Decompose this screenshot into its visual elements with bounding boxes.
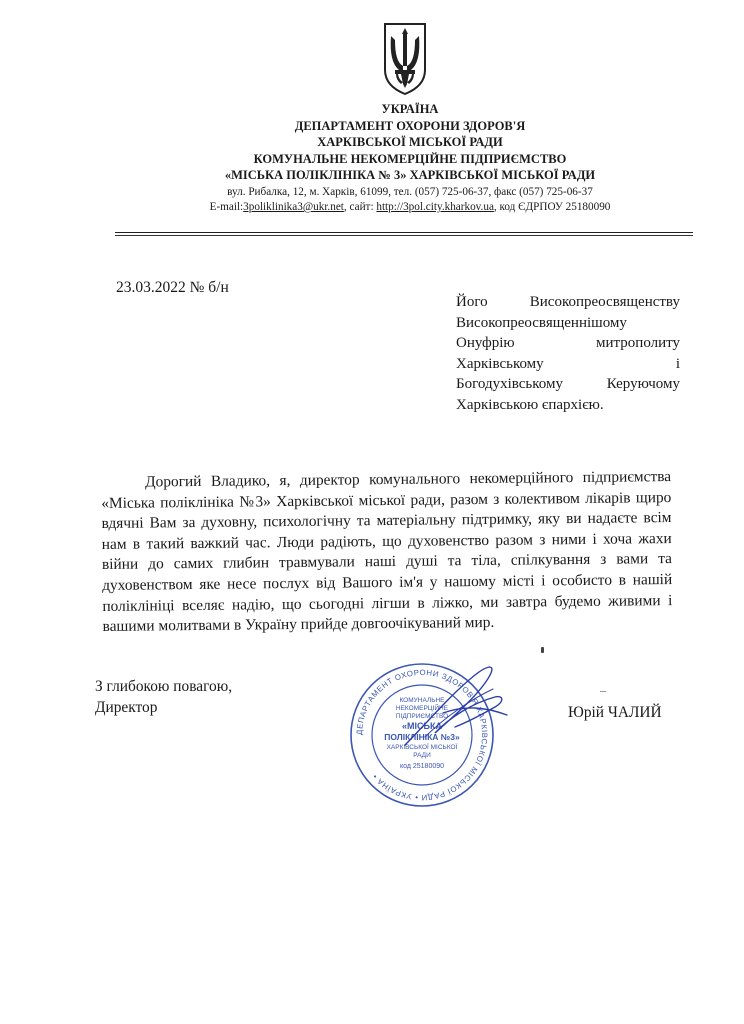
stamp-line: ПОЛІКЛІНІКА №3»	[384, 732, 460, 742]
addressee-word: Його	[456, 294, 488, 310]
addressee-word: Богодухівському	[456, 376, 563, 392]
email-label: E-mail:	[209, 201, 244, 213]
letterhead-divider-thin	[115, 235, 693, 236]
date-reference: 23.03.2022 № б/н	[116, 279, 229, 296]
addressee-line	[456, 313, 680, 334]
stamp-line: ПІДПРИЄМСТВО	[395, 713, 449, 720]
addressee-word: митрополиту	[596, 335, 680, 351]
addressee-word: Керуючому	[606, 376, 680, 392]
email-site-line	[140, 200, 680, 215]
addressee-word: Харківському	[456, 355, 544, 372]
letter-body: Дорогий Владико, я, директор комунального некомерційного підприємства «Міська поліклініка №3» Харківської міської ради, разом з колективом лікарів щиро вдячні Вам за духовну, психологічну та матеріальну підтримку, яку ви надаєте всім нам в такий важкий час. Люди радіють, що духовенство разом з ними і хоча жахи війни до самих глибин травмували наші душі та тіла, спілкування з вами та духовенством яке несе послух від Вашого ім'я у нашому місті і особисто в нашій поліклініці вселяє надію, що сьогодні лігши в ліжко, ми завтра будемо живими і вашими молитвами в Україну прийде довгоочікуваний мир.	[101, 468, 673, 636]
signature-dash: –	[600, 683, 606, 697]
letterhead-contacts	[140, 185, 680, 215]
closing-block	[95, 677, 232, 718]
stamp-line: код 25180090	[399, 763, 445, 770]
stamp-line: РАДИ	[413, 752, 431, 759]
addressee-word: Онуфрію	[456, 335, 515, 351]
addressee-word: Високопреосвященству	[529, 294, 680, 310]
handwritten-signature-icon	[395, 655, 515, 755]
addressee-word: Високопреосвященнішому	[456, 314, 627, 331]
addressee-word: і	[675, 355, 680, 372]
addressee-line	[456, 292, 680, 313]
signer-name: Юрій ЧАЛИЙ	[568, 704, 662, 721]
scan-mark	[541, 647, 544, 653]
addressee-word: Харківською єпархією.	[456, 396, 604, 413]
stamp-ring-textpath: ДЕПАРТАМЕНТ ОХОРОНИ ЗДОРОВ'Я ХАРКІВСЬКОЇ МІСЬКОЇ РАДИ • УКРАЇНА •	[354, 667, 490, 803]
letterhead-line-country: УКРАЇНА	[381, 102, 439, 116]
stamp-line: НЕКОМЕРЦІЙНЕ	[395, 705, 449, 712]
letterhead-line-enterprise-type: КОМУНАЛЬНЕ НЕКОМЕРЦІЙНЕ ПІДПРИЄМСТВО	[253, 151, 567, 166]
letterhead-line-department: ДЕПАРТАМЕНТ ОХОРОНИ ЗДОРОВ'Я	[294, 118, 526, 133]
site-link[interactable]: http://3pol.city.kharkov.ua	[376, 201, 494, 213]
addressee-line	[456, 354, 680, 375]
edrpou-code: , код ЄДРПОУ 25180090	[493, 201, 611, 213]
addressee-line	[456, 374, 680, 395]
site-label: , сайт:	[343, 201, 377, 213]
letterhead-line-enterprise-name: «МІСЬКА ПОЛІКЛІНІКА № 3» ХАРКІВСЬКОЇ МІСЬКОЇ РАДИ	[224, 168, 596, 183]
letterhead-divider	[115, 232, 693, 233]
addressee-block	[456, 292, 680, 415]
closing-regards: З глибокою повагою,	[95, 678, 233, 695]
address-line: вул. Рибалка, 12, м. Харків, 61099, тел. (057) 725-06-37, факс (057) 725-06-37	[227, 186, 593, 198]
closing-position: Директор	[95, 698, 158, 716]
stamp-line: ХАРКІВСЬКОЇ МІСЬКОЇ	[386, 744, 458, 751]
stamp-line: КОМУНАЛЬНЕ	[399, 697, 445, 704]
stamp-line: «МІСЬКА	[402, 721, 442, 731]
addressee-line	[456, 395, 680, 416]
trident-coat-of-arms-icon	[381, 22, 429, 96]
email-link[interactable]: 3poliklinika3@ukr.net	[243, 201, 344, 213]
letterhead-line-council: ХАРКІВСЬКОЇ МІСЬКОЇ РАДИ	[317, 135, 503, 150]
letterhead-title	[150, 101, 670, 184]
addressee-line	[456, 333, 680, 354]
